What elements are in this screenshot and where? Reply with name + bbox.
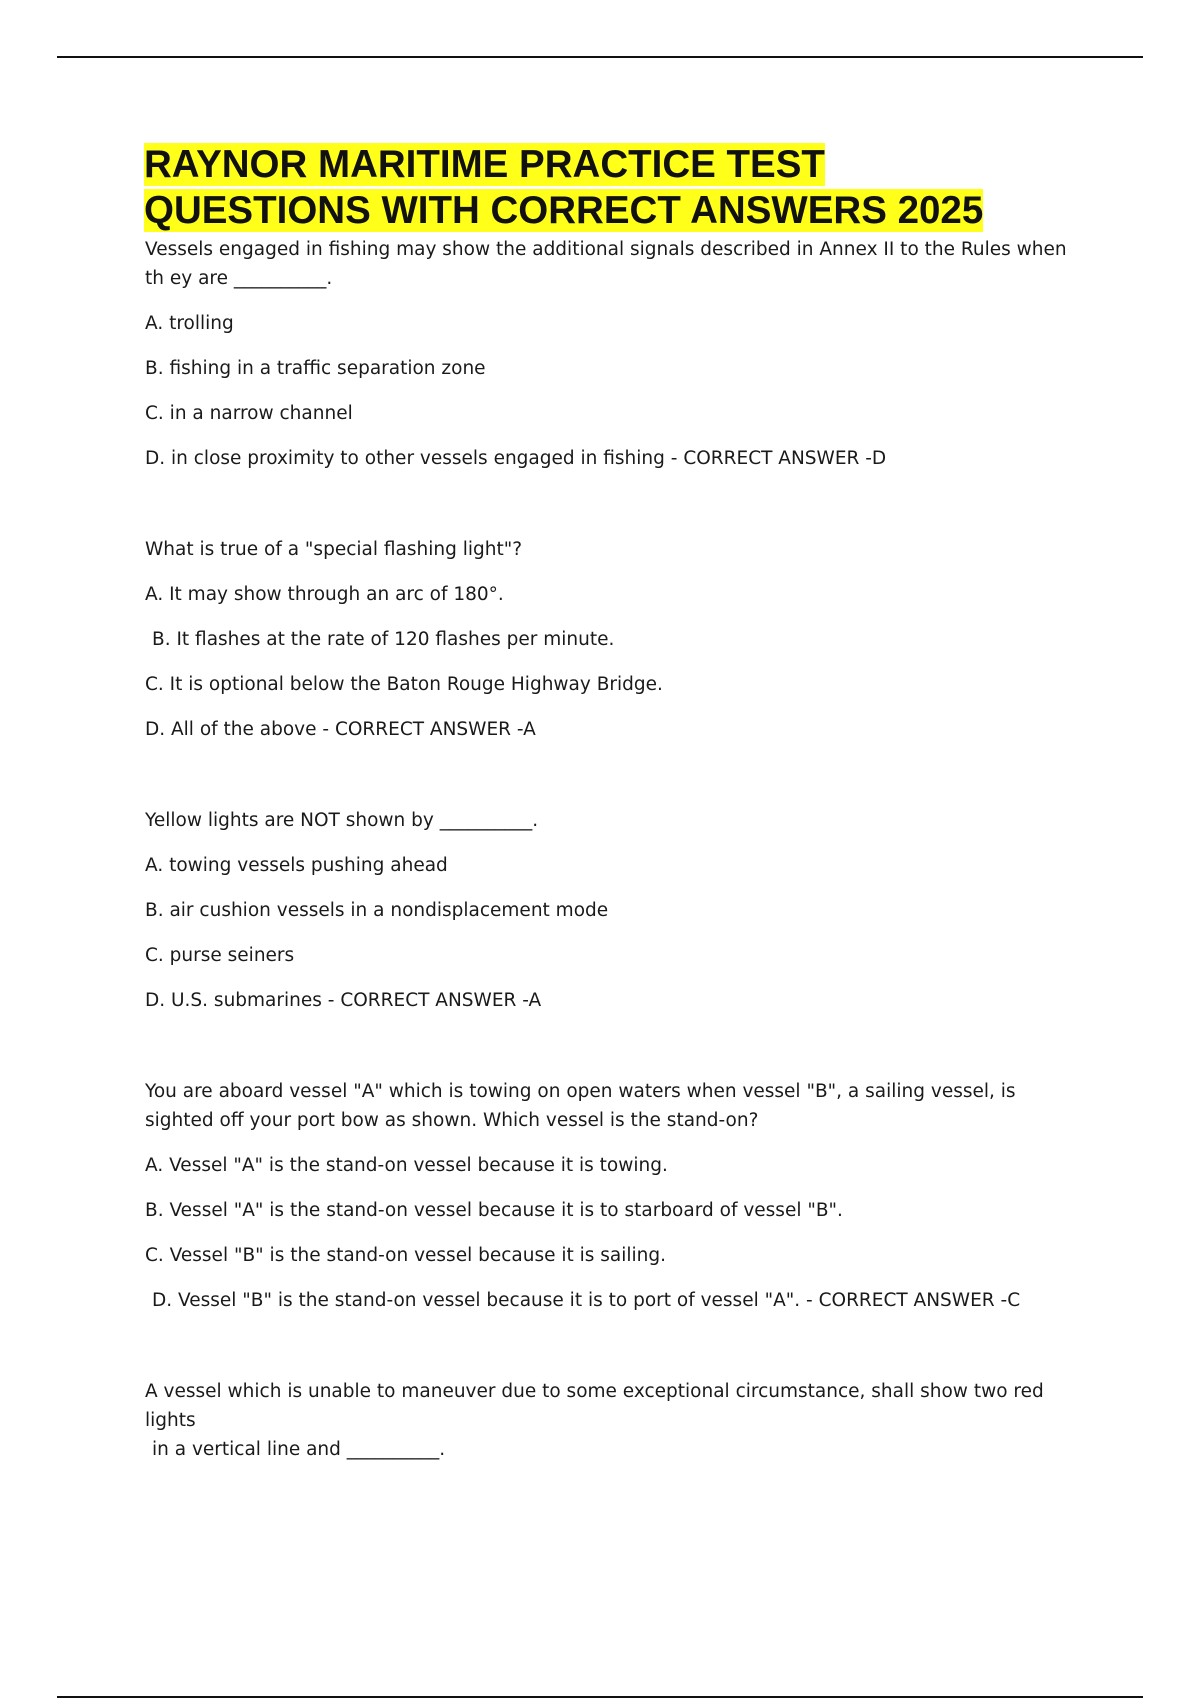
question-3: [145, 806, 1090, 1015]
title-line-1: RAYNOR MARITIME PRACTICE TEST: [144, 143, 825, 186]
question-text-line-1: A vessel which is unable to maneuver due to some exceptional circumstance, shall show two red lights: [145, 1381, 1044, 1431]
question-text: Yellow lights are NOT shown by __________.: [145, 810, 539, 831]
option-d-answer: D. Vessel "B" is the stand-on vessel because it is to port of vessel "A". - CORRECT ANSWER -C: [152, 1290, 1021, 1311]
option-c: C. in a narrow channel: [145, 403, 353, 424]
bottom-divider: [57, 1696, 1143, 1698]
option-a: A. trolling: [145, 313, 234, 334]
option-d-answer: D. All of the above - CORRECT ANSWER -A: [145, 719, 536, 740]
option-c: C. Vessel "B" is the stand-on vessel because it is sailing.: [145, 1245, 667, 1266]
option-d-answer: D. in close proximity to other vessels engaged in fishing - CORRECT ANSWER -D: [145, 448, 887, 469]
question-2: [145, 535, 1090, 744]
option-d-answer: D. U.S. submarines - CORRECT ANSWER -A: [145, 990, 542, 1011]
question-text: What is true of a "special flashing light"?: [145, 539, 523, 560]
question-text-line-2: in a vertical line and __________.: [152, 1439, 446, 1460]
option-b: B. Vessel "A" is the stand-on vessel because it is to starboard of vessel "B".: [145, 1200, 843, 1221]
document-title: [144, 142, 1084, 234]
question-list: [145, 235, 1090, 1526]
question-text: Vessels engaged in fishing may show the additional signals described in Annex II to the Rules when th ey are __________.: [145, 239, 1067, 289]
question-4: [145, 1077, 1090, 1315]
option-b: B. fishing in a traffic separation zone: [145, 358, 486, 379]
question-5: [145, 1377, 1090, 1464]
option-a: A. towing vessels pushing ahead: [145, 855, 448, 876]
option-b: B. air cushion vessels in a nondisplacement mode: [145, 900, 609, 921]
question-1: [145, 235, 1090, 473]
option-a: A. Vessel "A" is the stand-on vessel because it is towing.: [145, 1155, 668, 1176]
option-b: B. It flashes at the rate of 120 flashes per minute.: [152, 629, 615, 650]
option-a: A. It may show through an arc of 180°.: [145, 584, 504, 605]
question-text: You are aboard vessel "A" which is towing on open waters when vessel "B", a sailing vessel, is sighted off your port bow as shown. Which vessel is the stand-on?: [145, 1081, 1016, 1131]
title-line-2: QUESTIONS WITH CORRECT ANSWERS 2025: [144, 189, 984, 232]
option-c: C. It is optional below the Baton Rouge Highway Bridge.: [145, 674, 663, 695]
top-divider: [57, 56, 1143, 58]
option-c: C. purse seiners: [145, 945, 295, 966]
